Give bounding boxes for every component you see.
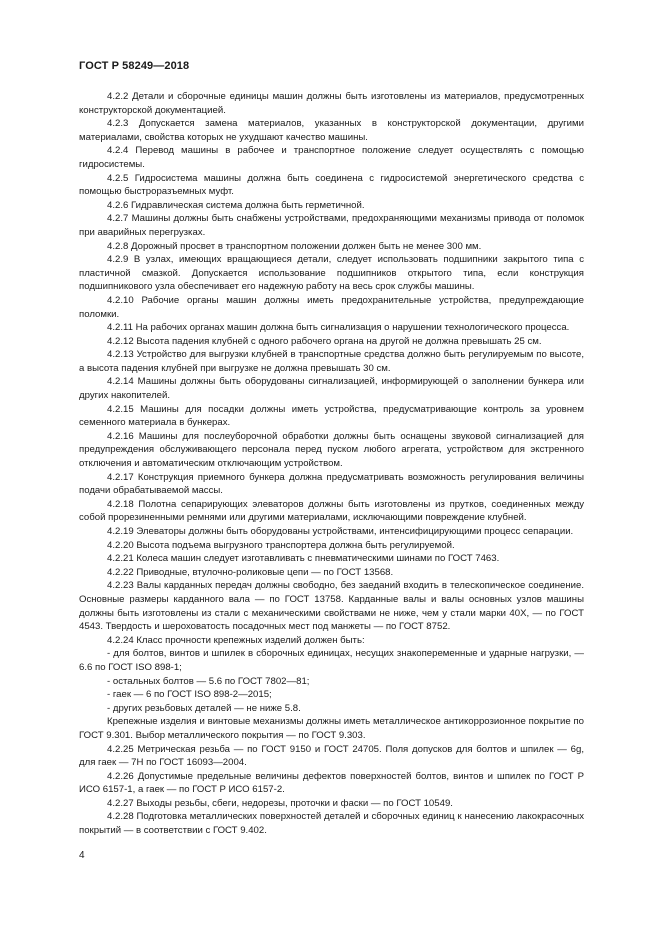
paragraph-4-2-24: 4.2.24 Класс прочности крепежных изделий должен быть: [107,634,365,646]
document-body [79,90,584,838]
paragraph-4-2-26: 4.2.26 Допустимые предельные величины дефектов поверхностей болтов, винтов и шпилек по ГОСТ Р ИСО 6157-1, а гаек — по ГОСТ Р ИСО 6157-2. [79,770,584,796]
paragraph-4-2-4: 4.2.4 Перевод машины в рабочее и транспортное положение следует осуществлять с помощью гидросистемы. [79,145,584,170]
paragraph-4-2-12: 4.2.12 Высота падения клубней с одного рабочего органа на другой не должна превышать 25 см. [107,335,542,347]
list-item: - для болтов, винтов и шпилек в сборочных единицах, несущих знакопеременные и ударные нагрузки, — 6.6 по ГОСТ ISO 898-1; [79,648,584,673]
paragraph-4-2-15: 4.2.15 Машины для посадки должны иметь устройства, предусматривающие контроль за уровнем семенного материала в бункерах. [79,403,584,429]
list-item: - остальных болтов — 5.6 по ГОСТ 7802—81; [107,675,310,687]
paragraph-4-2-13: 4.2.13 Устройство для выгрузки клубней в транспортные средства должно быть регулируемым по высоте, а высота падения клубней при выгрузке не должна превышать 30 см. [79,349,584,374]
paragraph-4-2-7: 4.2.7 Машины должны быть снабжены устройствами, предохраняющими механизмы привода от поломок при аварийных перегрузках. [79,213,584,238]
paragraph-4-2-23: 4.2.23 Валы карданных передач должны свободно, без заеданий входить в телескопическое соединение. Основные размеры карданного вала — по ГОСТ 13758. Карданные валы и валы основных узлов машины должны быть изготовлены из стали с механическими свойствами не ниже, чем у стали марки 40Х, — по ГОСТ 4543. Твердость и шероховатость посадочных мест под манжеты — по ГОСТ 8752. [79,580,584,633]
paragraph-4-2-20: 4.2.20 Высота подъема выгрузного транспортера должна быть регулируемой. [107,539,455,551]
paragraph-4-2-27: 4.2.27 Выходы резьбы, сбеги, недорезы, проточки и фаски — по ГОСТ 10549. [107,797,453,809]
paragraph-4-2-16: 4.2.16 Машины для послеуборочной обработки должны быть оснащены звуковой сигнализацией для предупреждения обслуживающего персонала перед пуском любого агрегата, устройством для экстренного отключения и автоматическим отключающим устройством. [79,430,584,470]
paragraph-4-2-25: 4.2.25 Метрическая резьба — по ГОСТ 9150 и ГОСТ 24705. Поля допусков для болтов и шпилек — 6g, для гаек — 7Н по ГОСТ 16093—2004. [79,743,584,769]
paragraph-4-2-18: 4.2.18 Полотна сепарирующих элеваторов должны быть изготовлены из прутков, соединенных между собой прорезиненными ремнями или другими материалами, исключающими повреждение клубней. [79,498,584,524]
paragraph-4-2-6: 4.2.6 Гидравлическая система должна быть герметичной. [107,199,365,211]
paragraph-4-2-11: 4.2.11 На рабочих органах машин должна быть сигнализация о нарушении технологического процесса. [107,322,570,334]
paragraph-4-2-5: 4.2.5 Гидросистема машины должна быть соединена с гидросистемой энергетического средства с помощью быстроразъемных муфт. [79,172,584,198]
paragraph-4-2-17: 4.2.17 Конструкция приемного бункера должна предусматривать возможность регулирования величины подачи обрабатываемой массы. [79,471,584,497]
paragraph-4-2-21: 4.2.21 Колеса машин следует изготавливать с пневматическими шинами по ГОСТ 7463. [107,553,500,565]
paragraph-4-2-3: 4.2.3 Допускается замена материалов, указанных в конструкторской документации, другими материалами, свойства которых не ухудшают качество машины. [79,118,584,143]
paragraph-fasteners-coating: Крепежные изделия и винтовые механизмы должны иметь металлическое антикоррозионное покрытие по ГОСТ 9.301. Выбор металлического покрытия — по ГОСТ 9.303. [79,716,584,741]
paragraph-4-2-10: 4.2.10 Рабочие органы машин должны иметь предохранительные устройства, предупреждающие поломки. [79,294,584,320]
document-header: ГОСТ Р 58249—2018 [79,60,190,72]
paragraph-4-2-2: 4.2.2 Детали и сборочные единицы машин должны быть изготовлены из материалов, предусмотренных конструкторской документацией. [79,91,584,116]
page-number: 4 [79,850,85,861]
paragraph-4-2-19: 4.2.19 Элеваторы должны быть оборудованы устройствами, интенсифицирующими процесс сепарации. [107,526,574,537]
paragraph-4-2-28: 4.2.28 Подготовка металлических поверхностей деталей и сборочных единиц к нанесению лакокрасочных покрытий — в соответствии с ГОСТ 9.402. [79,811,584,837]
paragraph-4-2-8: 4.2.8 Дорожный просвет в транспортном положении должен быть не менее 300 мм. [107,240,482,252]
paragraph-4-2-22: 4.2.22 Приводные, втулочно-роликовые цепи — по ГОСТ 13568. [107,566,394,578]
paragraph-4-2-9: 4.2.9 В узлах, имеющих вращающиеся детали, следует использовать подшипники закрытого типа с пластичной смазкой. Допускается использование подшипников открытого типа, если конструкция подшипникового узла обеспечивает его надежную работу на весь срок службы машины. [79,254,584,293]
paragraph-4-2-14: 4.2.14 Машины должны быть оборудованы сигнализацией, информирующей о заполнении бункера или других накопителей. [79,376,584,402]
list-item: - гаек — 6 по ГОСТ ISO 898-2—2015; [107,689,272,701]
list-item: - других резьбовых деталей — не ниже 5.8. [107,702,301,714]
